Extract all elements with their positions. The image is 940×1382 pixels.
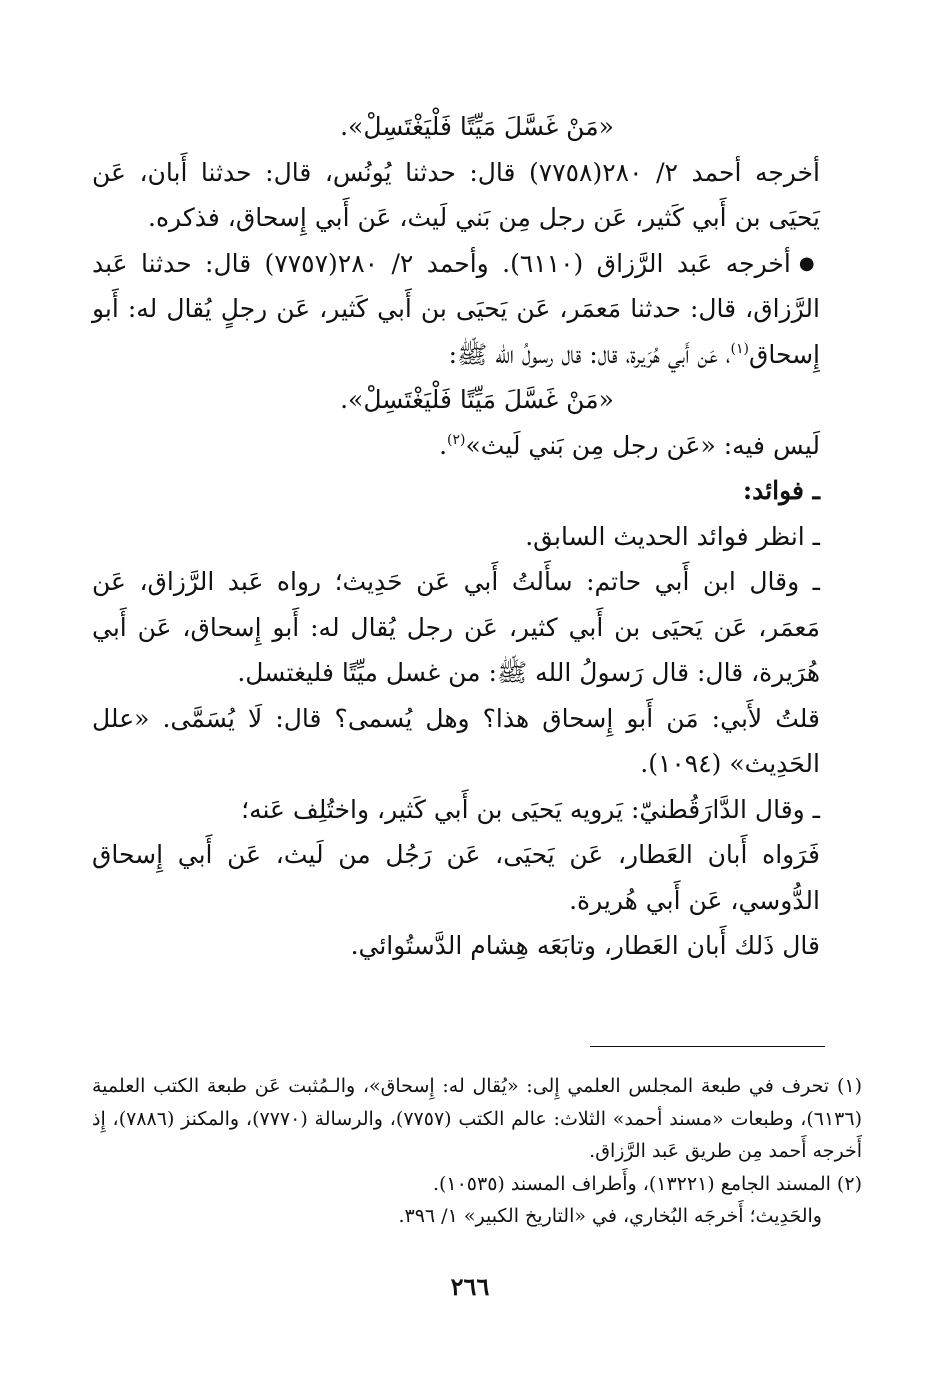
paragraph [92, 832, 862, 923]
paragraph-text: قلتُ لأَبي: مَن أَبو إِسحاق هذا؟ وهل يُسمى؟ قال: لَا يُسَمَّى. «علل الحَدِيث» (١٠٩٤). [92, 703, 820, 778]
paragraph-text: «مَنْ غَسَّلَ مَيِّتًا فَلْيَغْتَسِلْ». [340, 385, 614, 414]
footnotes [92, 1070, 862, 1233]
footnote: (٢) المسند الجامع (١٣٢٢١)، وأَطراف المسند (١٠٥٣٥). [432, 1172, 862, 1195]
paragraph-text-continued: ، عَن أَبي هُرَيرة، قال: قال رسولُ الله ﷺ: [448, 339, 731, 369]
footnote-separator [590, 1046, 825, 1047]
footnote-reference: (٢) [447, 431, 466, 448]
paragraph [92, 923, 862, 969]
paragraph-text: لَيس فيه: «عَن رجل مِن بَني لَيث» [465, 430, 820, 460]
paragraph [92, 423, 862, 469]
paragraph-text: ـ فوائد: [742, 476, 820, 505]
paragraph-text: «مَنْ غَسَّلَ مَيِّتًا فَلْيَغْتَسِلْ». [340, 112, 614, 141]
paragraph [92, 468, 862, 514]
paragraph-text: أخرجه عَبد الرَّزاق (٦١١٠). وأحمد ٢/ ٢٨٠(٧٧٥٧) قال: حدثنا عَبد الرَّزاق، قال: حدثنا مَعمَر، عَن يَحيَى بن أَبي كَثير، عَن رجلٍ يُقال له: أَبو إِسحاق [92, 248, 820, 369]
page-number: ٢٦٦ [450, 1272, 490, 1301]
paragraph-text: ـ انظر فوائد الحديث السابق. [525, 521, 820, 551]
paragraph-text: أخرجه أحمد ٢/ ٢٨٠(٧٧٥٨) قال: حدثنا يُونُس، قال: حدثنا أَبان، عَن يَحيَى بن أَبي كَثير، عَن رجل مِن بَني لَيث، عَن أَبي إِسحاق، فذكره. [92, 157, 821, 232]
footnote: (١) تحرف في طبعة المجلس العلمي إِلى: «يُقال له: إِسحاق»، والـمُثبت عَن طبعة الكتب العلمية (٦١٣٦)، وطبعات «مسند أحمد» الثلاث: عالم الكتب (٧٧٥٧)، والرسالة (٧٧٧٠)، والمكنز (٧٨٨٦)، إِذ أَخرجه أَحمد مِن طريق عَبد الرَّزاق. [92, 1075, 862, 1162]
paragraph [92, 377, 862, 423]
paragraph [92, 696, 862, 787]
paragraph-text-continued: . [439, 430, 448, 460]
bullet-icon: ● [798, 252, 820, 274]
paragraph [92, 241, 862, 378]
paragraph-text: ـ وقال ابن أَبي حاتم: سأَلتُ أَبي عَن حَدِيث؛ رواه عَبد الرَّزاق، عَن مَعمَر، عَن يَحيَى بن أَبي كثير، عَن رجل يُقال له: أَبو إِسحاق، عَن أَبي هُرَيرة، قال: قال رَسولُ الله ﷺ: من غسل ميِّتًا فليغتسل. [92, 567, 820, 687]
paragraph [92, 104, 862, 150]
paragraph-text: قال ذَلك أَبان العَطار، وتابَعَه هِشام الدَّستُوائي. [350, 931, 820, 960]
paragraph [92, 514, 862, 560]
footnote: والحَدِيث؛ أَخرجَه البُخاري، في «التاريخ الكبير» ١/ ٣٩٦. [398, 1205, 822, 1227]
main-text [92, 104, 862, 969]
paragraph [92, 150, 862, 241]
paragraph [92, 559, 862, 696]
paragraph-text: فَرَواه أَبان العَطار، عَن يَحيَى، عَن رَجُل من لَيث، عَن أَبي إِسحاق الدُّوسي، عَن أَبي هُريرة. [92, 840, 820, 915]
paragraph [92, 787, 862, 833]
footnote-reference: (١) [730, 340, 749, 357]
paragraph-text: ـ وقال الدَّارَقُطنيّ: يَرويه يَحيَى بن أَبي كَثير، واختُلِف عَنه؛ [241, 794, 820, 824]
